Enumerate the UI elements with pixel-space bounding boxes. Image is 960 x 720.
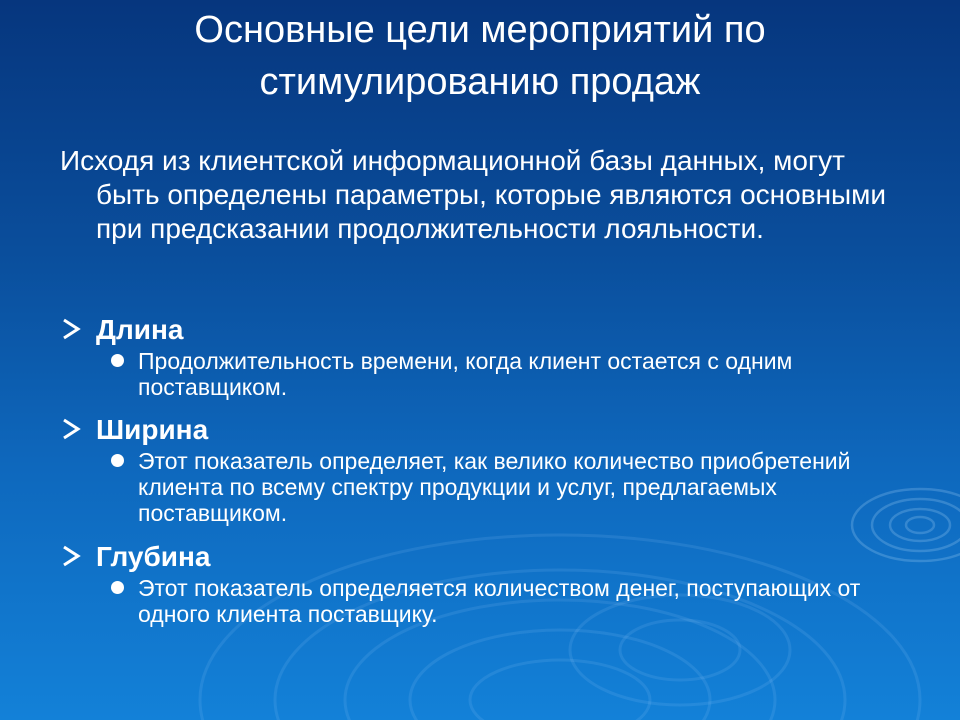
- criterion-description: [58, 348, 918, 400]
- criterion-header: [58, 412, 918, 448]
- criterion-description: [58, 448, 918, 526]
- slide-title: Основные цели мероприятий по стимулированию продаж: [194, 9, 766, 103]
- bullet-dot-icon: [111, 581, 124, 594]
- criterion-description-text: Продолжительность времени, когда клиент остается с одним поставщиком.: [138, 348, 793, 400]
- criterion-width: [58, 412, 918, 526]
- criteria-list: [58, 312, 918, 627]
- chevron-right-icon: [58, 543, 84, 569]
- criterion-description: [58, 575, 918, 627]
- chevron-right-icon: [58, 316, 84, 342]
- criterion-description-text: Этот показатель определяется количеством денег, поступающих от одного клиента поставщику.: [138, 575, 861, 627]
- criterion-depth: [58, 539, 918, 627]
- bullet-dot-icon: [111, 454, 124, 467]
- criterion-header: [58, 539, 918, 575]
- criterion-heading: Ширина: [96, 414, 209, 445]
- criterion-description-text: Этот показатель определяет, как велико количество приобретений клиента по всему спектру продукции и услуг, предлагаемых поставщиком.: [138, 448, 851, 526]
- criterion-header: [58, 312, 918, 348]
- criterion-heading: Длина: [96, 314, 184, 345]
- bullet-dot-icon: [111, 354, 124, 367]
- chevron-right-icon: [58, 416, 84, 442]
- criterion-heading: Глубина: [96, 541, 211, 572]
- intro-paragraph: Исходя из клиентской информационной базы данных, могут быть определены параметры, которые являются основными при предсказании продолжительности лояльности.: [60, 145, 887, 244]
- criterion-length: [58, 312, 918, 400]
